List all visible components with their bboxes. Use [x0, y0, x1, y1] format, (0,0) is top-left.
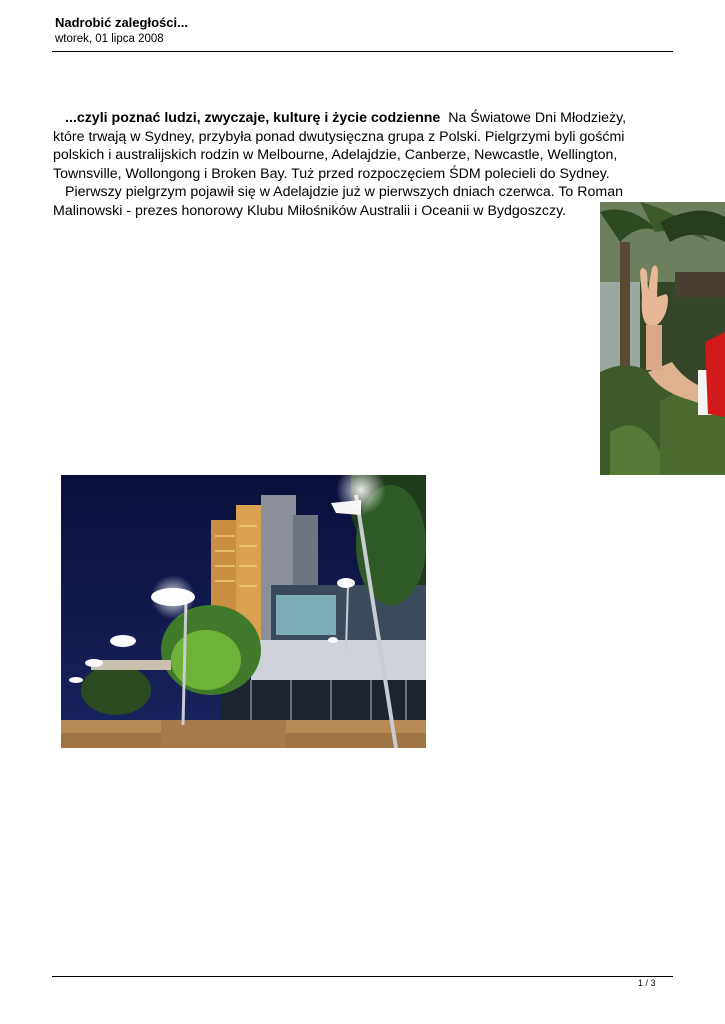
- article-paragraph: [53, 183, 653, 220]
- paragraph-text: Pierwszy pielgrzym pojawił się w Adelajdzie już w pierwszych dniach czerwca. To Roman Malinowski - prezes honorowy Klubu Miłośników Australii i Oceanii w Bydgoszczy.: [53, 184, 623, 219]
- photo-pilgrim: [600, 202, 725, 475]
- photo-night-street: [61, 475, 426, 748]
- article-paragraph: [53, 109, 653, 183]
- article-lead: ...czyli poznać ludzi, zwyczaje, kulturę i życie codzienne: [65, 110, 441, 126]
- article-date: wtorek, 01 lipca 2008: [55, 33, 164, 45]
- page-number: 1 / 3: [638, 978, 656, 988]
- paragraph-text: Na Światowe Dni Młodzieży, które trwają w Sydney, przybyła ponad dwutysięczna grupa z Polski. Pielgrzymi byli gośćmi polskich i australijskich rodzin w Melbourne, Adelajdzie, Canberze, Newcastle, Wellington, Townsville, Wollongong i Broken Bay. Tuż przed rozpoczęciem ŚDM polecieli do Sydney.: [53, 110, 627, 182]
- page-title: Nadrobić zaległości...: [55, 15, 188, 30]
- header-divider: [52, 51, 673, 52]
- footer-divider: [52, 976, 673, 977]
- article-body: [53, 109, 653, 220]
